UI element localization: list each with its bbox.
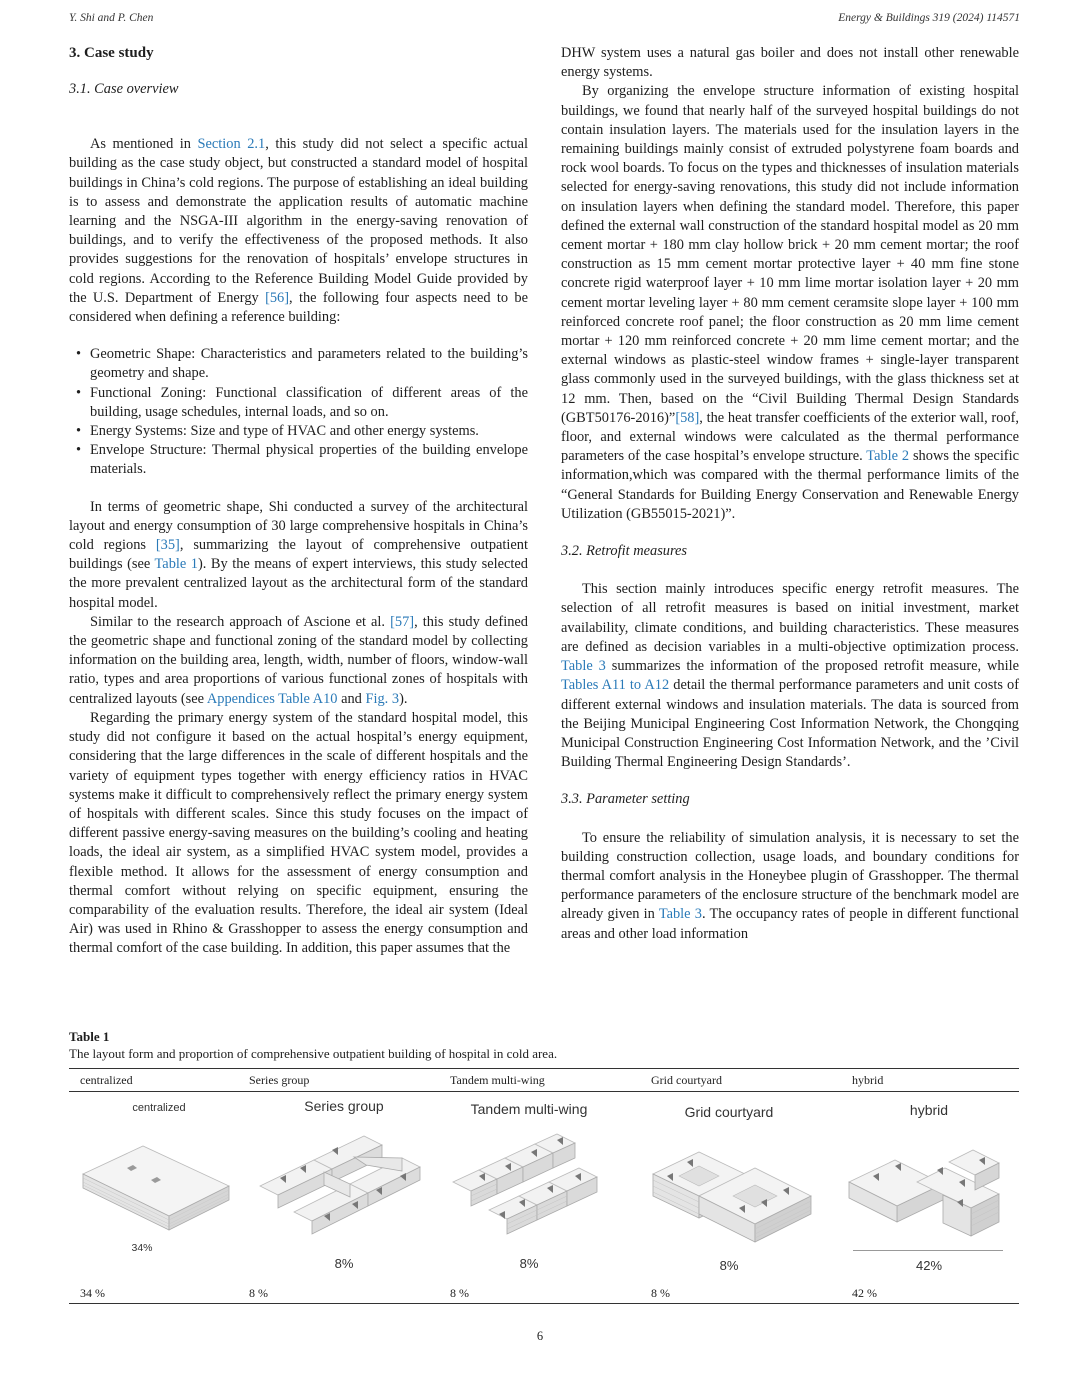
paragraph-dhw: DHW system uses a natural gas boiler and does not install other renewable energy systems. [561, 45, 1019, 81]
table-link[interactable]: Table 2 [866, 448, 910, 465]
image-title: hybrid [909, 1102, 949, 1118]
image-title: Tandem multi-wing [470, 1101, 588, 1117]
tandem-multi-wing-drawing [439, 1122, 619, 1247]
image-percent: 42% [915, 1258, 943, 1273]
subsection-title-3-1: 3.1. Case overview [69, 81, 179, 97]
image-percent: 8% [719, 1258, 739, 1273]
list-item: • Geometric Shape: Characteristics and parameters related to the building’s geometry and shape. [69, 345, 528, 383]
paragraph-geometry [69, 498, 528, 613]
paragraph-zoning [69, 613, 528, 709]
table-1 [69, 1028, 1019, 1304]
text-run: To ensure the reliability of simulation analysis, it is necessary to set the building construction collection, usage loads, and boundary conditions for thermal comfort analysis in the Honeybee plugin of Grasshopper. The thermal performance parameters of the enclosure structure of the benchmark model are already given in [561, 829, 1019, 923]
table-cell: 42 % [852, 1286, 877, 1300]
citation-link[interactable]: [35] [155, 537, 180, 554]
list-item: • Envelope Structure: Thermal physical properties of the building envelope materials. [69, 441, 528, 479]
section-title: 3. Case study [69, 45, 154, 61]
text-run: , the following four aspects need to be considered when defining a reference building: [69, 289, 529, 326]
paragraph-parameters [561, 829, 1019, 944]
header-journal: Energy & Buildings 319 (2024) 114571 [838, 12, 1020, 24]
text-run: , the heat transfer coefficients of the exterior wall, roof, floor, and external windows were calculated as the thermal performance parameters of the case hospital’s envelope structure. [561, 409, 1019, 465]
text-run: As mentioned in [90, 136, 198, 153]
table-header-row [69, 1069, 1019, 1091]
table-caption: The layout form and proportion of comprehensive outpatient building of hospital in cold area. [69, 1046, 558, 1061]
paragraph-intro [69, 135, 528, 327]
text-run: ). By the means of expert interviews, this study selected the more prevalent centralized layout as the architectural form of the standard hospital model. [69, 556, 528, 611]
text-run: . The occupancy rates of people in different functional areas and other load information [561, 906, 1020, 942]
text-run: Similar to the research approach of Ascione et al. [90, 613, 391, 630]
right-column [561, 44, 1019, 944]
section-link[interactable]: Section 2.1 [197, 136, 266, 153]
table-cell: 8 % [651, 1286, 670, 1300]
citation-link[interactable]: [58] [675, 409, 700, 426]
table-header-cell: centralized [80, 1073, 133, 1087]
image-title: centralized [132, 1102, 186, 1114]
header-authors: Y. Shi and P. Chen [69, 12, 154, 24]
text-run: In terms of geometric shape, Shi conducted a survey of the architectural layout and energy consumption of 30 large comprehensive hospitals in China’s cold regions [69, 498, 528, 554]
citation-link[interactable]: [56] [265, 289, 290, 306]
text-run: ). [399, 690, 408, 707]
table-link[interactable]: Table 1 [154, 556, 198, 573]
table-header-cell: hybrid [852, 1073, 884, 1087]
layout-image-hybrid [839, 1092, 1019, 1281]
image-percent: 8% [519, 1256, 539, 1271]
table-footer-row [69, 1281, 1019, 1303]
paragraph-energy-system: Regarding the primary energy system of the standard hospital model, this study did not configure it based on the actual hospital’s energy equipment, considering that the large differences in the scale of different hospitals and the variety of equipment types together with energy efficiency ratios in HVAC systems make it difficult to comprehensively reflect the primary energy system of hospitals with different scales. Since this study focuses on the impact of different passive energy-saving measures on the building’s cooling and heating loads, the ideal air system, as a simplified HVAC system model, provides a flexible method. It allows for the assessment of energy consumption and thermal comfort without relying on specific equipment, ensuring the comparability of the evaluation results. Therefore, the ideal air system (Ideal Air) was used in Rhino & Grasshopper to assess the energy consumption and thermal comfort of the case building. In addition, this paper assumes that the [69, 709, 528, 957]
table-link[interactable]: Tables A11 to A12 [561, 677, 670, 694]
table-header-cell: Tandem multi-wing [450, 1073, 545, 1087]
table-link[interactable]: Table 3 [658, 906, 702, 923]
image-title: Series group [304, 1098, 384, 1114]
image-title: Grid courtyard [684, 1104, 774, 1120]
grid-courtyard-drawing [639, 1126, 819, 1251]
citation-link[interactable]: [57] [390, 613, 415, 630]
image-percent: 34% [131, 1242, 153, 1254]
list-item: • Energy Systems: Size and type of HVAC and other energy systems. [69, 422, 528, 441]
layout-image-centralized [69, 1092, 249, 1281]
appendix-link[interactable]: Appendices Table A10 [206, 690, 338, 707]
table-header-cell: Grid courtyard [651, 1073, 722, 1087]
subsection-title-3-2: 3.2. Retrofit measures [561, 543, 688, 560]
layout-image-series-group [254, 1092, 434, 1281]
text-run: summarizes the information of the proposed retrofit measure, while [605, 658, 1019, 675]
table-label: Table 1 [69, 1029, 110, 1044]
list-item: • Functional Zoning: Functional classification of different areas of the building, usage schedules, internal loads, and so on. [69, 384, 528, 422]
paragraph-retrofit [561, 580, 1019, 772]
divider [853, 1250, 1003, 1251]
left-column [69, 44, 528, 959]
table-cell: 8 % [450, 1286, 469, 1300]
layout-image-grid-courtyard [639, 1092, 819, 1281]
table-cell: 8 % [249, 1286, 268, 1300]
text-run: detail the thermal performance parameters and unit costs of different external windows and insulation materials. The data is sourced from the Beijing Municipal Engineering Cost Information Network, the Chongqing Municipal Construction Engineering Cost Information Network, and the ’Civil Building Thermal Engineering Design Standards’. [561, 677, 1019, 771]
series-group-drawing [254, 1120, 434, 1245]
text-run: This section mainly introduces specific energy retrofit measures. The selection of all retrofit measures is based on initial investment, market availability, climate conditions, and building characteristics. These measures are defined as decision variables in a multi-objective optimization process. [561, 581, 1019, 655]
table-link[interactable]: Table 3 [561, 658, 606, 675]
table-cell: 34 % [80, 1286, 105, 1300]
table-image-row [69, 1092, 1019, 1281]
image-percent: 8% [334, 1256, 354, 1271]
subsection-title-3-3: 3.3. Parameter setting [561, 791, 690, 808]
text-run: By organizing the envelope structure information of existing hospital buildings, we found that nearly half of the surveyed hospital buildings do not contain insulation layers. The materials used for the insulation layers in the remaining buildings mainly consist of extruded polystyrene foam boards and rock wool boards. To focus on the types and thicknesses of insulation materials selected for energy-saving renovations, this study did not include information on insulation layers when defining the standard model. Therefore, this paper defined the external wall construction of the standard hospital model as 20 mm cement mortar + 180 mm clay hollow brick + 20 mm cement mortar; the roof construction as 15 mm cement mortar protective layer + 40 mm fine stone concrete rigid waterproof layer + 10 mm lime mortar isolation layer + 20 mm cement mortar leveling layer + 80 mm cement ceramsite slope layer + 100 mm reinforced concrete roof panel; the floor construction as 20 mm lime cement mortar + 120 mm reinforced concrete + 20 mm lime cement mortar; and the external windows as plastic-steel window frames + single-layer transparent glass commonly used in the surveyed buildings, with the glass thickness set at 12 mm. Then, based on the “Civil Building Thermal Design Standards (GBT50176-2016)” [561, 83, 1019, 426]
text-run: shows the specific information,which was compared with the thermal performance limits of the “General Standards for Building Energy Conservation and Renewable Energy Utilization (GB55015-2021)”. [561, 448, 1019, 522]
layout-image-tandem-multi-wing [439, 1092, 619, 1281]
text-run: , this study defined the geometric shape and functional zoning of the standard model by collecting information on the building area, length, width, number of floors, window-wall ratio, types and area proportions of various functional zones of hospitals with centralized layouts (see [69, 613, 528, 707]
centralized-block-drawing [69, 1124, 249, 1234]
figure-link[interactable]: Fig. 3 [365, 690, 400, 707]
hybrid-drawing [839, 1122, 1019, 1247]
paragraph-envelope [561, 82, 1019, 524]
text-run: and [337, 690, 366, 707]
text-run: , this study did not select a specific actual building as the case study object, but constructed a standard model of hospital buildings in China’s cold regions. The purpose of establishing an ideal building is to assess and demonstrate the application results of automatic machine learning and the NSGA-III algorithm in the energy-saving renovation of buildings, and to verify the effectiveness of the proposed methods. It also provides suggestions for the renovation of hospitals’ envelope structures in cold regions. According to the Reference Building Model Guide provided by the U.S. Department of Energy [69, 136, 528, 306]
text-run: , summarizing the layout of comprehensive outpatient buildings (see [69, 537, 528, 573]
page-number: 6 [536, 1329, 544, 1343]
aspect-list [69, 345, 528, 479]
table-header-cell: Series group [249, 1073, 310, 1087]
